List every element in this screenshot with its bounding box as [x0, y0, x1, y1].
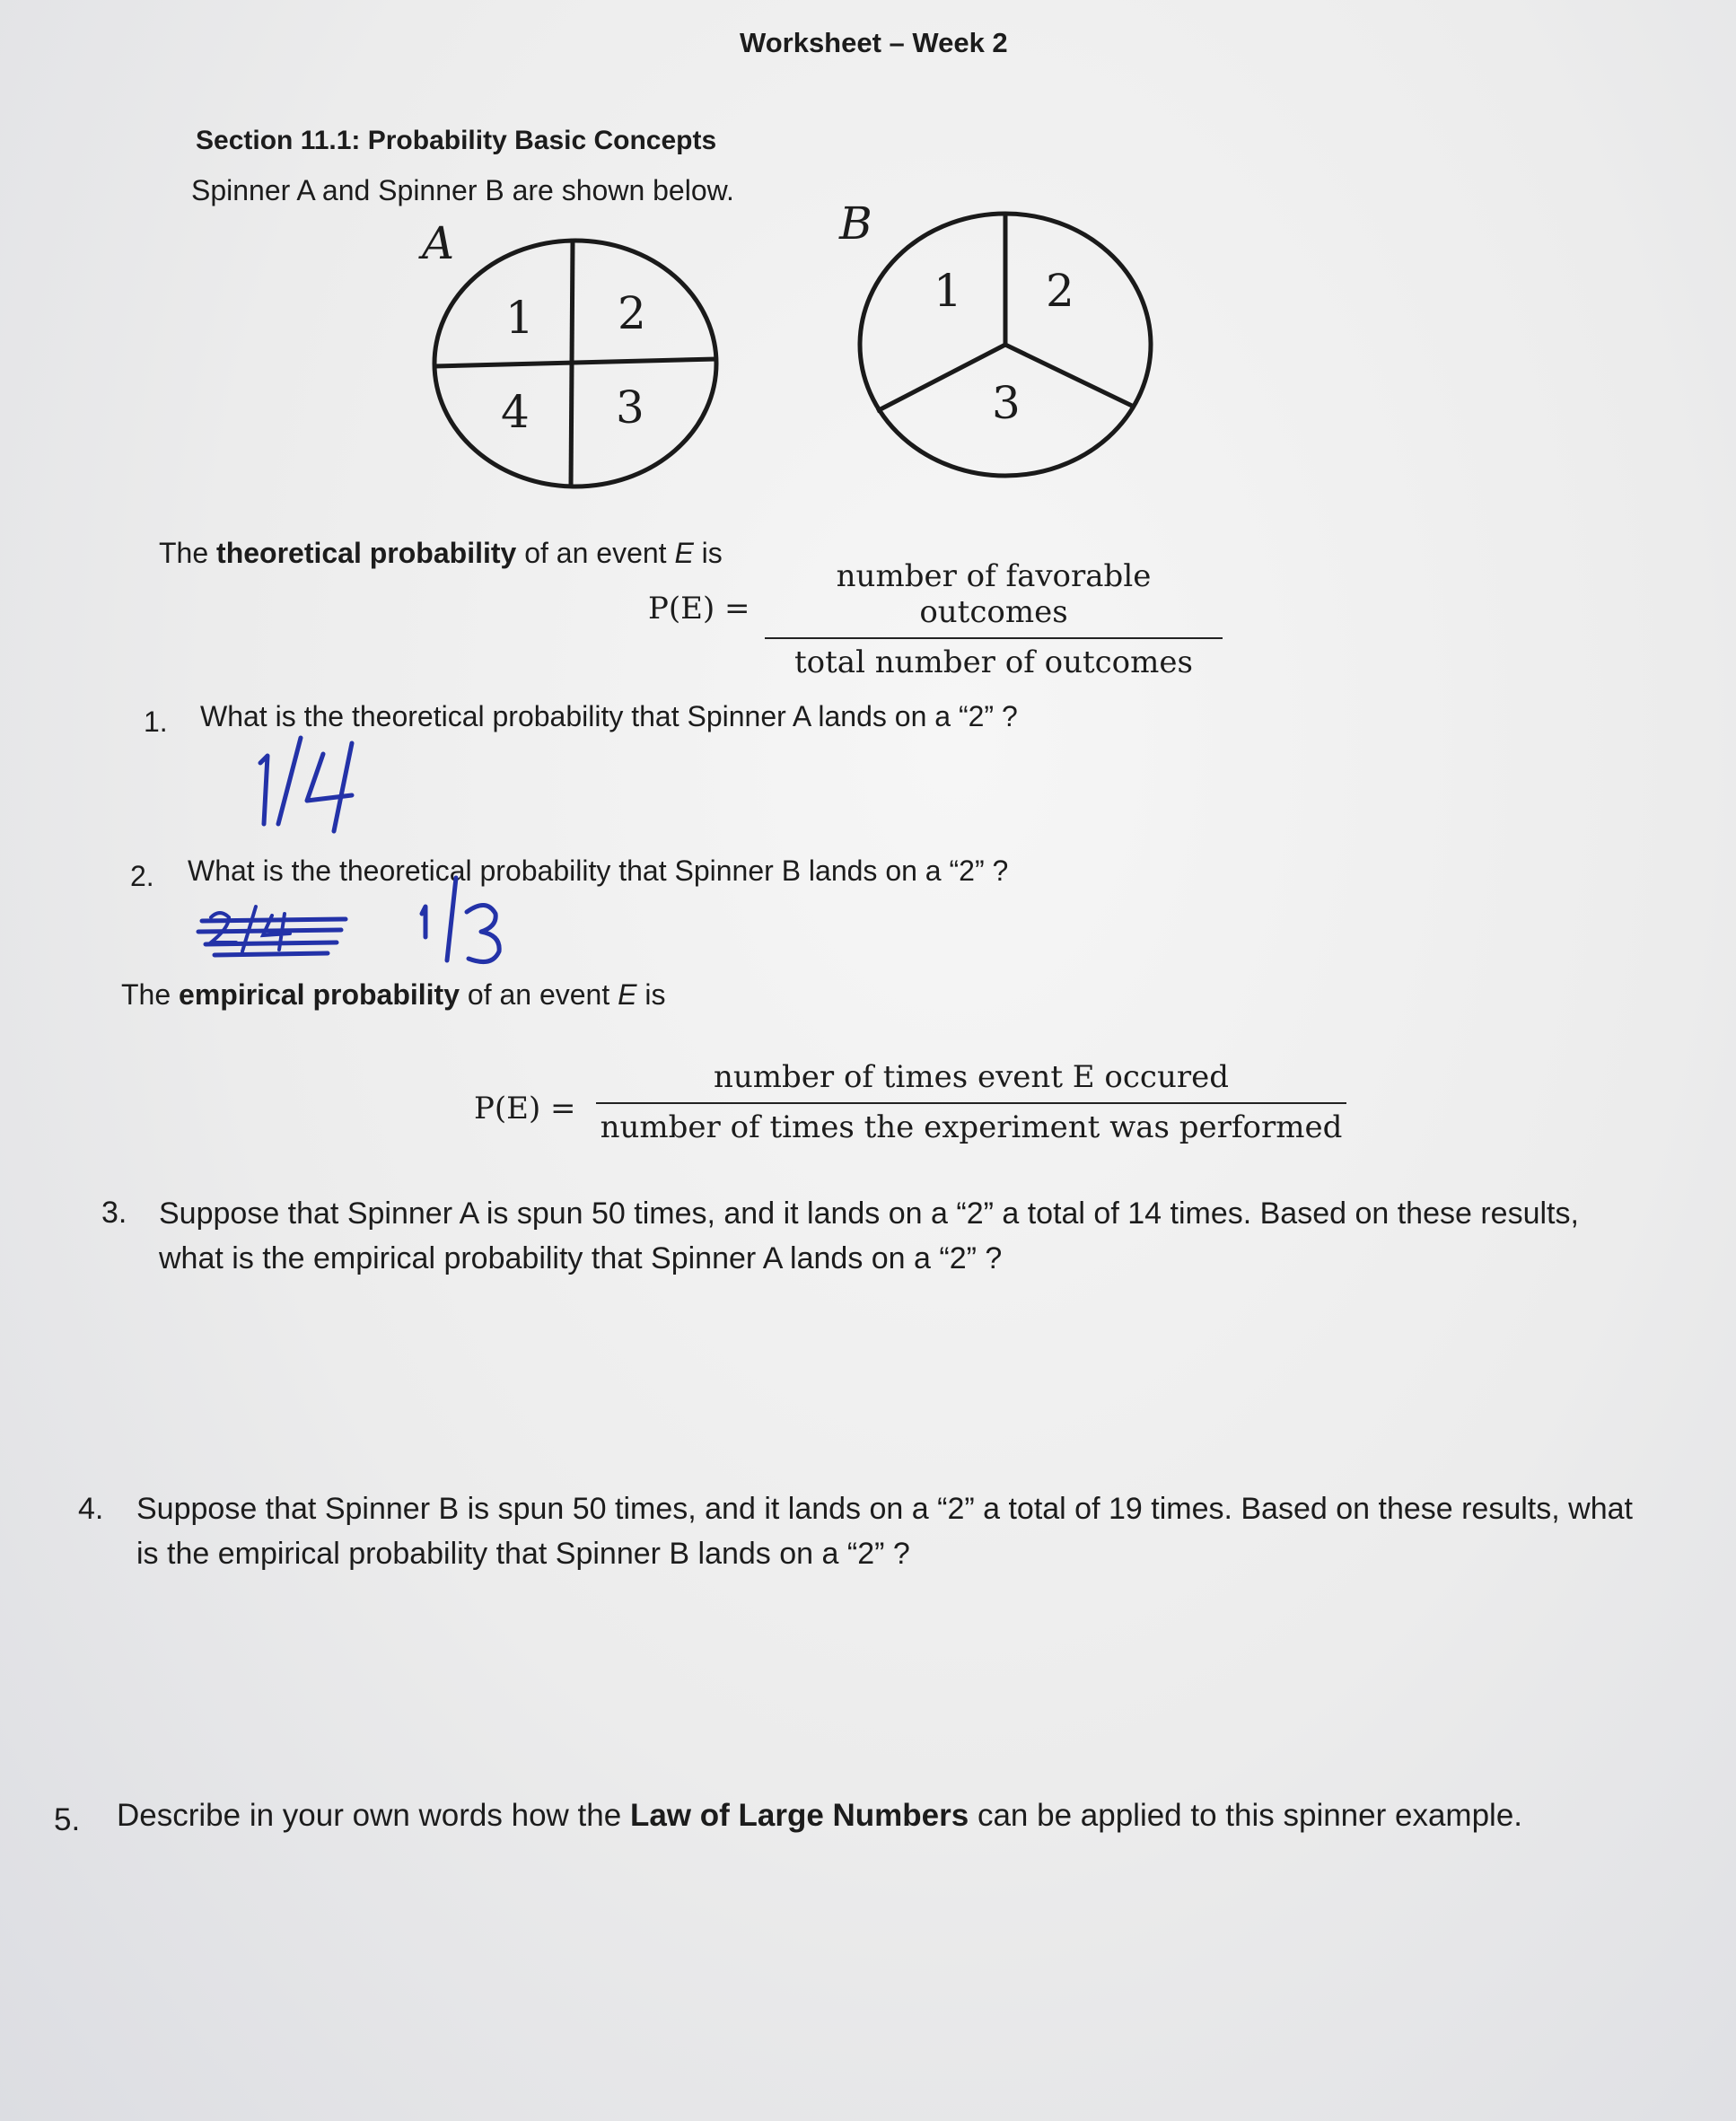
- spinner-a-sector-4: 4: [501, 386, 530, 438]
- empirical-numerator: number of times event E occured: [713, 1059, 1230, 1095]
- empirical-intro: The empirical probability of an event E is: [121, 978, 666, 1011]
- spinner-a-label: A: [422, 217, 455, 269]
- spinner-b-divider-left: [877, 345, 1005, 411]
- question-1-handwritten-answer: [251, 736, 368, 835]
- theoretical-numerator: number of favorable outcomes: [836, 558, 1152, 630]
- spinner-a-sector-2: 2: [618, 287, 646, 339]
- question-5-text: Describe in your own words how the Law of Large Numbers can be applied to this spinner example.: [117, 1798, 1523, 1833]
- question-1-number: 1.: [144, 706, 168, 738]
- spinner-a-sector-1: 1: [505, 292, 534, 344]
- section-intro: Spinner A and Spinner B are shown below.: [191, 174, 734, 206]
- empirical-fraction: [596, 1059, 1346, 1145]
- empirical-formula-lhs: P(E) =: [474, 1091, 576, 1126]
- question-2-number: 2.: [130, 860, 154, 892]
- question-2-text: What is the theoretical probability that Spinner B lands on a “2” ?: [188, 855, 1009, 887]
- spinner-b-diagram: [857, 211, 1153, 478]
- theoretical-fraction: [765, 558, 1223, 680]
- spinner-a-horizontal-divider: [434, 359, 716, 366]
- spinner-b-label: B: [839, 197, 872, 250]
- spinner-b-sector-2: 2: [1046, 265, 1074, 317]
- question-3-number: 3.: [101, 1196, 127, 1230]
- worksheet-title: Worksheet – Week 2: [740, 27, 1008, 58]
- spinner-a-sector-3: 3: [616, 381, 644, 434]
- question-2-handwritten-answer: [413, 871, 512, 969]
- spinner-b-sector-3: 3: [992, 377, 1021, 429]
- spinner-a-diagram: [431, 238, 720, 489]
- question-5-number: 5.: [54, 1802, 81, 1837]
- question-1-text: What is the theoretical probability that Spinner A lands on a “2” ?: [200, 700, 1018, 732]
- section-title: Section 11.1: Probability Basic Concepts: [196, 126, 717, 155]
- empirical-denominator: number of times the experiment was performed: [600, 1109, 1343, 1145]
- question-2-crossed-out-answer: [193, 898, 355, 978]
- question-4-text: Suppose that Spinner B is spun 50 times, and it lands on a “2” a total of 19 times. Based on these results, what is the empirical probability that Spinner B lands on a “2” ?: [136, 1492, 1633, 1571]
- spinner-b-sector-1: 1: [934, 265, 962, 317]
- theoretical-denominator: total number of outcomes: [794, 644, 1193, 680]
- theoretical-intro: The theoretical probability of an event E is: [159, 537, 723, 569]
- question-4-number: 4.: [78, 1492, 104, 1526]
- theoretical-formula-lhs: P(E) =: [648, 591, 750, 627]
- spinner-b-divider-right: [1005, 345, 1132, 406]
- question-3-text: Suppose that Spinner A is spun 50 times, and it lands on a “2” a total of 14 times. Based on these results, what is the empirical probability that Spinner A lands on a “2” ?: [159, 1196, 1579, 1275]
